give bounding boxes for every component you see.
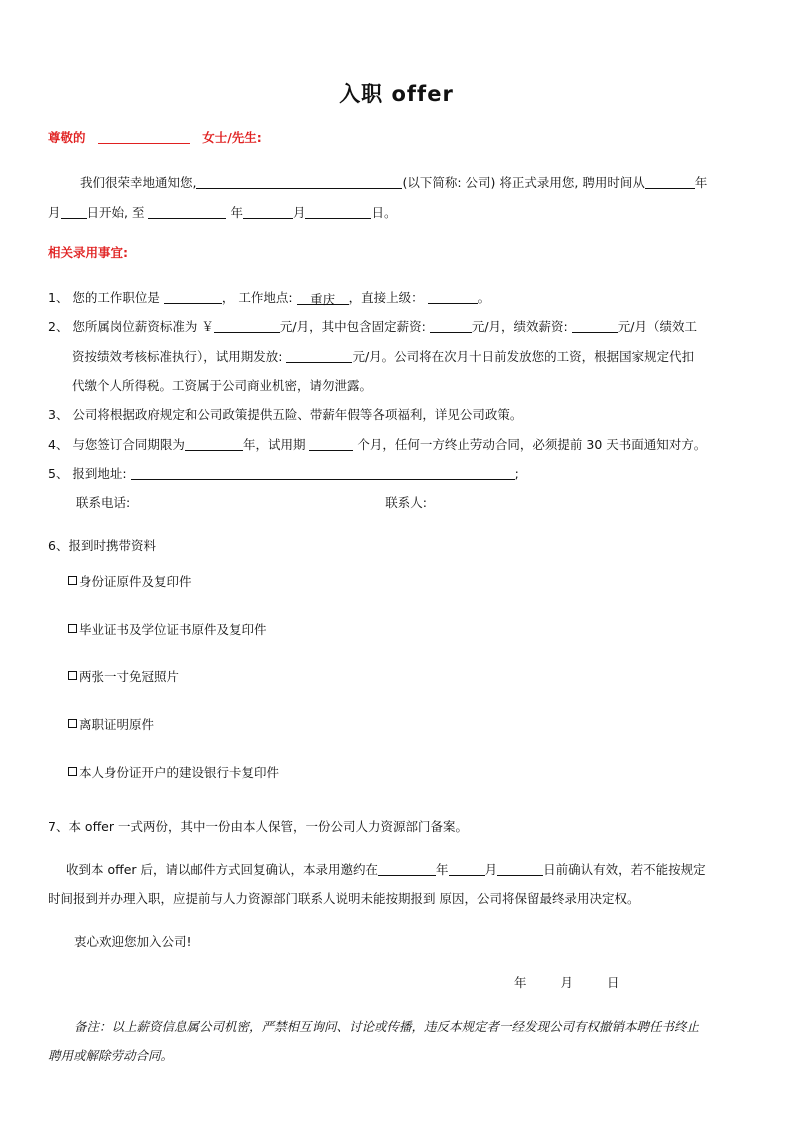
item-2-line-3: 代缴个人所得税。工资属于公司商业机密，请勿泄露。 [72, 378, 373, 393]
probation-months-blank [309, 436, 353, 451]
sign-date [48, 973, 748, 991]
date-day: 日 [607, 975, 620, 990]
salary-blank [214, 318, 280, 333]
position-blank [164, 289, 222, 304]
supervisor-blank [428, 289, 478, 304]
confirm-text: 月 [484, 862, 498, 877]
intro-text: 月 [292, 205, 306, 220]
material-label: 本人身份证开户的建设银行卡复印件 [79, 765, 280, 780]
material-item [68, 572, 192, 590]
material-label: 毕业证书及学位证书原件及复印件 [79, 622, 267, 637]
checkbox-icon [68, 624, 77, 633]
item-text: ，直接上级： [348, 290, 424, 305]
start-month-blank [61, 204, 87, 219]
performance-salary-blank [572, 318, 618, 333]
section-heading: 相关录用事宜: [48, 245, 128, 260]
material-label: 离职证明原件 [79, 717, 155, 732]
item-2-line-1 [48, 317, 748, 335]
salutation-suffix: 女士/先生: [202, 130, 262, 145]
salutation-prefix: 尊敬的 [48, 130, 86, 145]
intro-text: 日开始, 至 [86, 205, 145, 220]
item-text: 1、 您的工作职位是 [48, 290, 160, 305]
end-month-blank [243, 204, 293, 219]
start-year-blank [645, 174, 695, 189]
confirm-text: 日前确认有效，若不能按规定 [543, 862, 706, 877]
item-text: 元/月，其中包含固定薪资: [279, 319, 426, 334]
document-title: 入职 offer [339, 82, 454, 106]
checkbox-icon [68, 767, 77, 776]
item-text: ; [514, 466, 519, 481]
item-text: 5、 报到地址: [48, 466, 127, 481]
item-text: 元/月。公司将在次月十日前发放您的工资，根据国家规定代扣 [352, 349, 695, 364]
note-line-2: 聘用或解除劳动合同。 [48, 1048, 174, 1063]
intro-text: 日。 [371, 205, 397, 220]
item-4 [48, 435, 748, 453]
item-3: 3、 公司将根据政府规定和公司政策提供五险、带薪年假等各项福利，详见公司政策。 [48, 407, 523, 422]
item-text: 元/月，绩效薪资: [471, 319, 568, 334]
item-2-line-2 [48, 347, 748, 365]
intro-text: 月 [48, 205, 61, 220]
item-1 [48, 288, 748, 306]
contract-years-blank [185, 436, 243, 451]
confirm-year-blank [378, 861, 436, 876]
location-value: 重庆 [297, 290, 349, 305]
intro-line-2 [48, 203, 748, 221]
item-text: 元/月（绩效工 [617, 319, 697, 334]
intro-text: 年 [694, 175, 708, 190]
phone-label: 联系电话: [76, 495, 131, 510]
salutation [48, 128, 748, 146]
intro-text: 年 [230, 205, 243, 220]
item-5 [48, 464, 748, 482]
checkbox-icon [68, 671, 77, 680]
item-text: 年，试用期 [242, 437, 306, 452]
intro-text: (以下简称: 公司) 将正式录用您, 聘用时间从 [402, 175, 645, 190]
item-text: 。 [477, 290, 491, 305]
welcome-text: 衷心欢迎您加入公司! [74, 934, 192, 949]
item-text: 资按绩效考核标准执行），试用期发放: [72, 349, 283, 364]
intro-line-1 [48, 173, 748, 191]
material-label: 身份证原件及复印件 [79, 574, 192, 589]
date-month: 月 [560, 975, 574, 990]
item-5-contact [48, 493, 748, 511]
note-line-1: 备注：以上薪资信息属公司机密，严禁相互询问、讨论或传播，违反本规定者一经发现公司有权撤销本聘任书终止 [74, 1019, 700, 1034]
confirm-text: 收到本 offer 后，请以邮件方式回复确认，本录用邀约在 [66, 862, 379, 877]
item-text: 2、 您所属岗位薪资标准为 ￥ [48, 319, 214, 334]
company-blank [196, 174, 402, 189]
confirm-text: 年 [436, 862, 449, 877]
confirm-line-2: 时间报到并办理入职，应提前与人力资源部门联系人说明未能按期报到 原因，公司将保留最终录用决定权。 [48, 891, 640, 906]
material-item [68, 715, 154, 733]
address-blank [131, 465, 515, 480]
date-year: 年 [514, 975, 527, 990]
item-text: 个月，任何一方终止劳动合同，必须提前 30 天书面通知对方。 [357, 437, 707, 452]
item-7: 7、本 offer 一式两份，其中一份由本人保管，一份公司人力资源部门备案。 [48, 819, 468, 834]
confirm-line-1 [48, 860, 748, 878]
checkbox-icon [68, 719, 77, 728]
probation-salary-blank [286, 348, 352, 363]
checkbox-icon [68, 576, 77, 585]
end-year-blank [148, 204, 226, 219]
item-6: 6、报到时携带资料 [48, 538, 156, 553]
confirm-month-blank [449, 861, 485, 876]
material-label: 两张一寸免冠照片 [79, 669, 180, 684]
end-day-blank [305, 204, 371, 219]
item-text: ， 工作地点: [221, 290, 293, 305]
contact-label: 联系人: [385, 495, 427, 510]
confirm-day-blank [497, 861, 543, 876]
material-item [68, 763, 279, 781]
material-item [68, 620, 267, 638]
material-item [68, 667, 179, 685]
name-blank [98, 129, 190, 144]
intro-text: 我们很荣幸地通知您, [80, 175, 197, 190]
fixed-salary-blank [430, 318, 472, 333]
item-text: 4、 与您签订合同期限为 [48, 437, 185, 452]
